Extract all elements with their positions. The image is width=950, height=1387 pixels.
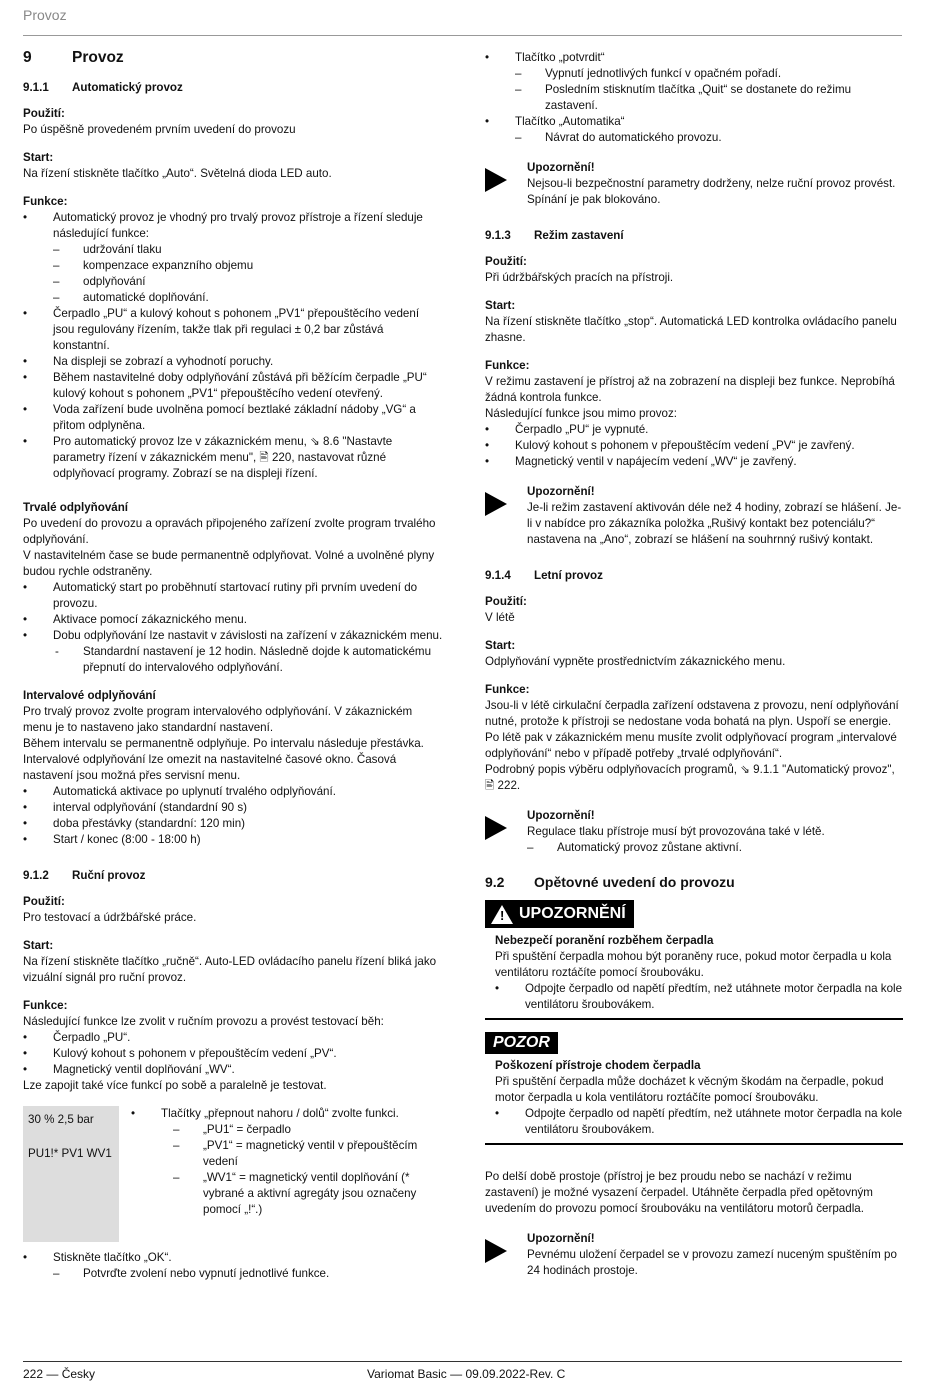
display-example [23, 1106, 443, 1242]
list-item: • doba přestávky (standardní: 120 min) [23, 816, 443, 832]
paragraph: Odplyňování vypněte prostřednictvím zákaznického menu. [485, 655, 786, 668]
cross-reference-item[interactable]: • Pro automatický provoz lze v zákaznickém menu, ⇘ 8.6 "Nastavte parametry řízení v zákaznickém menu", 🖹 220, nastavovat různé odplyňovací programy. Zobrazí se na displeji řízení. [23, 434, 443, 482]
note-title: Upozornění! [527, 1231, 595, 1245]
list-item: - Standardní nastavení je 12 hodin. Následně dojde k automatickému přepnutí do intervalového odplyňování. [53, 644, 443, 676]
label: Start: [485, 639, 516, 652]
bullet-list [23, 210, 443, 482]
caution-text: Při spuštění čerpadla může docházet k věcným škodám na čerpadle, pokud motor čerpadla u kola ventilátoru roztáčíte pomocí šroubováku. [495, 1074, 884, 1104]
list-item: • Na displeji se zobrazí a vyhodnotí poruchy. [23, 354, 443, 370]
subheading: Trvalé odplyňování [23, 501, 129, 514]
bullet-list [131, 1106, 443, 1242]
paragraph: Při údržbářských pracích na přístroji. [485, 271, 674, 284]
warning-tag [485, 900, 634, 928]
paragraph: Lze zapojit také více funkcí po sobě a paralelně je testovat. [23, 1079, 327, 1092]
section-911-heading: 9.1.1 Automatický provoz [23, 81, 183, 94]
list-item: – automatické doplňování. [53, 290, 443, 306]
label: Použití: [485, 255, 527, 268]
paragraph: Po uvedení do provozu a opravách připojeného zařízení zvolte program trvalého odplyňování. [23, 517, 436, 546]
page-number: 222 — Česky [23, 1367, 96, 1381]
paragraph: Pro testovací a údržbářské práce. [23, 911, 197, 924]
list-item: – kompenzace expanzního objemu [53, 258, 443, 274]
caution-box [485, 1032, 903, 1145]
warning-box [485, 900, 903, 1020]
bullet-list [23, 580, 443, 676]
list-item: • Stiskněte tlačítko „OK“. – Potvrďte zvolení nebo vypnutí jednotlivé funkce. [23, 1250, 443, 1282]
note-block [485, 808, 903, 856]
cross-reference-paragraph[interactable]: Podrobný popis výběru odplyňovacích programů, ⇘ 9.1.1 "Automatický provoz", 🖹 222. [485, 763, 895, 792]
paragraph: Po úspěšně provedeném prvním uvedení do provozu [23, 123, 296, 136]
list-item: – udržování tlaku [53, 242, 443, 258]
display-line: PU1!* PV1 WV1 [28, 1147, 112, 1160]
paragraph: V režimu zastavení je přístroj až na zobrazení na displeji bez funkce. Neprobíhá žádná kontrola funkce. [485, 375, 895, 404]
paragraph: Následující funkce lze zvolit v ručním provozu a provést testovací běh: [23, 1015, 384, 1028]
subheading: Intervalové odplyňování [23, 689, 156, 702]
label: Použití: [485, 595, 527, 608]
footer-divider [23, 1361, 902, 1362]
label: Použití: [23, 107, 65, 120]
list-item: – Potvrďte zvolení nebo vypnutí jednotlivé funkce. [53, 1266, 443, 1282]
list-item: – odplyňování [53, 274, 443, 290]
list-item: • Aktivace pomocí zákaznického menu. [23, 612, 443, 628]
label: Funkce: [485, 359, 530, 372]
paragraph: Jsou-li v létě cirkulační čerpadla zařízení odstavena z provozu, není odplyňování nutné, protože k přístroji se nedostane voda bohatá na plyn. Uspoří se energie. [485, 699, 899, 728]
note-block [485, 484, 903, 548]
note-block [485, 160, 903, 208]
list-item: – Vypnutí jednotlivých funkcí v opačném pořadí. [515, 66, 903, 82]
caution-title: Poškození přístroje chodem čerpadla [495, 1058, 701, 1072]
caution-tag: POZOR [485, 1032, 558, 1054]
note-arrow-icon [485, 816, 507, 840]
list-item: – Posledním stisknutím tlačítka „Quit“ se dostanete do režimu zastavení. [515, 82, 903, 114]
section-914-heading: 9.1.4 Letní provoz [485, 569, 603, 582]
list-item: – „PV1“ = magnetický ventil v přepouštěcím vedení [173, 1138, 443, 1170]
note-arrow-icon [485, 492, 507, 516]
label: Start: [23, 939, 54, 952]
paragraph: Během intervalu se permanentně odplyňuje. Po intervalu následuje přestávka. Intervalové odplyňování lze omezit na nastavitelné časové okno. Časová nastavení jsou možná přes servisní menu. [23, 737, 424, 782]
note-block [485, 1231, 903, 1279]
list-item: • Čerpadlo „PU“ je vypnuté. [485, 422, 903, 438]
list-item: • Automatická aktivace po uplynutí trvalého odplyňování. [23, 784, 443, 800]
label: Funkce: [485, 683, 530, 696]
list-item: – Automatický provoz zůstane aktivní. [527, 840, 825, 856]
label: Funkce: [23, 195, 68, 208]
warning-triangle-icon: ! [491, 905, 513, 924]
paragraph: Na řízení stiskněte tlačítko „ručně“. Auto-LED ovládacího panelu řízení bliká jako vizuální signál pro ruční provoz. [23, 955, 437, 984]
list-item: • Tlačítko „potvrdit“ – Vypnutí jednotlivých funkcí v opačném pořadí. – Posledním stisknutím tlačítka „Quit“ se dostanete do režimu zastavení. [485, 50, 903, 114]
right-column [485, 50, 903, 1285]
section-9-heading: 9 Provoz [23, 49, 124, 66]
paragraph: Po létě pak v zákaznickém menu musíte zvolit odplyňovací program „intervalové odplyňování“ nebo v případě potřeby „trvalé odplyňování“. [485, 731, 897, 760]
list-item: • Voda zařízení bude uvolněna pomocí beztlaké základní nádoby „VG“ a přitom odplyněna. [23, 402, 443, 434]
bullet-list [23, 784, 443, 848]
list-item: • Automatický start po proběhnutí startovací rutiny při prvním uvedení do provozu. [23, 580, 443, 612]
display-line: 30 % 2,5 bar [28, 1113, 94, 1126]
section-92-heading: 9.2 Opětovné uvedení do provozu [485, 874, 735, 890]
paragraph: Pro trvalý provoz zvolte program intervalového odplyňování. V zákaznickém menu je to nastaveno jako standardní nastavení. [23, 705, 413, 734]
section-912-heading: 9.1.2 Ruční provoz [23, 869, 146, 882]
controller-display [23, 1106, 119, 1242]
left-column [23, 50, 443, 1282]
note-arrow-icon [485, 168, 507, 192]
list-item: • Automatický provoz je vhodný pro trvalý provoz přístroje a řízení sleduje následující funkce: – udržování tlaku – kompenzace expanzního objemu – odplyňování – automatické doplňování. [23, 210, 443, 306]
paragraph: Na řízení stiskněte tlačítko „stop“. Automatická LED kontrolka ovládacího panelu zhasne. [485, 315, 897, 344]
note-title: Upozornění! [527, 809, 595, 822]
list-item: • Start / konec (8:00 - 18:00 h) [23, 832, 443, 848]
paragraph: V létě [485, 611, 515, 624]
list-item: • Čerpadlo „PU“ a kulový kohout s pohonem „PV1“ přepouštěcího vedení jsou regulovány řízením, takže tlak při regulaci ± 0,2 bar zůstává konstantní. [23, 306, 443, 354]
list-item: • Tlačítky „přepnout nahoru / dolů“ zvolte funkci. – „PU1“ = čerpadlo – „PV1“ = magnetický ventil v přepouštěcím vedení – „WV1“ = magnetický ventil doplňování (* vybrané a aktivní agregáty jsou označeny pomocí „!“.) [131, 1106, 443, 1218]
note-text: Regulace tlaku přístroje musí být provozována také v létě. [527, 825, 825, 838]
list-item: – Návrat do automatického provozu. [515, 130, 903, 146]
list-item: – „PU1“ = čerpadlo [173, 1122, 443, 1138]
paragraph: Následující funkce jsou mimo provoz: [485, 407, 678, 420]
document-info: Variomat Basic — 09.09.2022-Rev. C [367, 1367, 566, 1381]
warning-title: Nebezpečí poranění rozběhem čerpadla [495, 933, 714, 947]
paragraph: Po delší době prostoje (přístroj je bez proudu nebo se nachází v režimu zastavení) je možné vysazení čerpadel. Utáhněte čerpadla před opětovným uvedením do provozu pomocí šroubováku na ventilátoru motorů čerpadla. [485, 1169, 873, 1215]
bullet-list [23, 1030, 443, 1078]
list-item: • Kulový kohout s pohonem v přepouštěcím vedení „PV“ je zavřený. [485, 438, 903, 454]
caution-divider [485, 1143, 903, 1145]
note-text: Je-li režim zastavení aktivován déle než 4 hodiny, zobrazí se hlášení. Je-li v nabídce pro zákazníka položka „Rušivý kontakt bez potenciálu?“ nastavena na „Ano“, zobrazí se hlášení na souhrnný rušivý kontakt. [527, 501, 902, 546]
list-item: • Odpojte čerpadlo od napětí předtím, než utáhnete motor čerpadla na kole ventilátoru šroubovákem. [495, 1106, 903, 1138]
note-title: Upozornění! [527, 485, 595, 498]
label: Start: [23, 151, 54, 164]
warning-divider [485, 1018, 903, 1020]
note-text: Pevnému uložení čerpadel se v provozu zamezí nuceným spuštěním po 24 hodinách prostoje. [527, 1247, 897, 1277]
paragraph: Na řízení stiskněte tlačítko „Auto“. Světelná dioda LED auto. [23, 167, 332, 180]
bullet-list [485, 50, 903, 146]
label: Použití: [23, 895, 65, 908]
note-title: Upozornění! [527, 161, 595, 174]
list-item: – „WV1“ = magnetický ventil doplňování (* vybrané a aktivní agregáty jsou označeny pomocí „!“.) [173, 1170, 443, 1218]
list-item: • Čerpadlo „PU“. [23, 1030, 443, 1046]
bullet-list [23, 1250, 443, 1282]
list-item: • Tlačítko „Automatika“ – Návrat do automatického provozu. [485, 114, 903, 146]
list-item: • Magnetický ventil v napájecím vedení „WV“ je zavřený. [485, 454, 903, 470]
paragraph: V nastavitelném čase se bude permanentně odplyňovat. Volné a uvolněné plyny budou rychle odstraněny. [23, 549, 435, 578]
header-divider [23, 35, 902, 36]
label: Funkce: [23, 999, 68, 1012]
list-item: • Kulový kohout s pohonem v přepouštěcím vedení „PV“. [23, 1046, 443, 1062]
page-header: Provoz [23, 7, 67, 23]
note-text: Nejsou-li bezpečnostní parametry dodrženy, nelze ruční provoz provést. Spínání je pak blokováno. [527, 177, 896, 206]
warning-tag-label: UPOZORNĚNÍ [519, 905, 626, 922]
section-913-heading: 9.1.3 Režim zastavení [485, 229, 624, 242]
label: Start: [485, 299, 516, 312]
bullet-list [485, 422, 903, 470]
list-item: • Magnetický ventil doplňování „WV“. [23, 1062, 443, 1078]
list-item: • Dobu odplyňování lze nastavit v závislosti na zařízení v zákaznickém menu. - Standardní nastavení je 12 hodin. Následně dojde k automatickému přepnutí do intervalového odplyňování. [23, 628, 443, 676]
list-item: • interval odplyňování (standardní 90 s) [23, 800, 443, 816]
list-item: • Během nastavitelné doby odplyňování zůstává při běžícím čerpadle „PU“ kulový kohout s pohonem „PV1“ přepouštěcího vedení otevřený. [23, 370, 443, 402]
list-item: • Odpojte čerpadlo od napětí předtím, než utáhnete motor čerpadla na kole ventilátoru šroubovákem. [495, 981, 903, 1013]
warning-text: Při spuštění čerpadla mohou být poraněny ruce, pokud motor čerpadla u kola ventilátoru roztáčíte pomocí šroubováku. [495, 949, 892, 979]
note-arrow-icon [485, 1239, 507, 1263]
